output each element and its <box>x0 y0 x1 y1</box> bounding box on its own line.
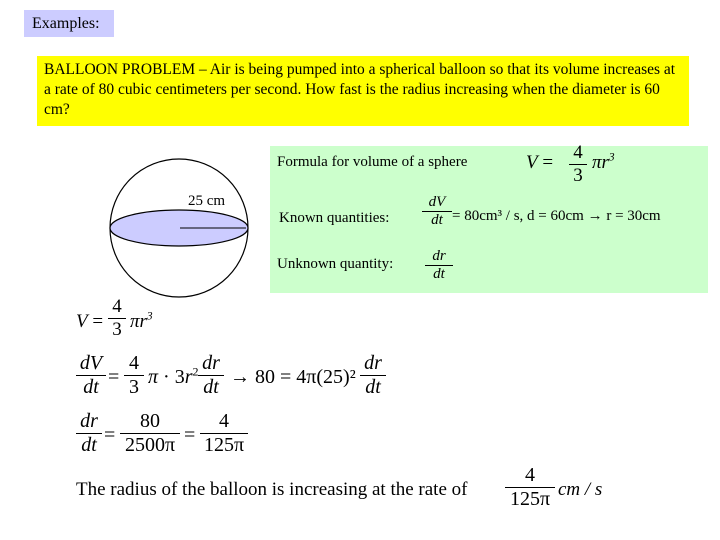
conclusion-num: 4 <box>525 464 535 486</box>
known-quantities-values: = 80cm³ / s, d = 60cm → r = 30cm <box>452 208 661 224</box>
radius-label: 25 cm <box>188 193 226 209</box>
volume-pi-r-cubed: $\pi r^3$ <box>592 151 615 173</box>
step2-four-thirds: 4 3 <box>124 352 144 399</box>
step1-pi-r: $\pi r^3$ <box>130 310 153 332</box>
step3-den2: 125π <box>203 434 245 456</box>
step3-num1: 80 <box>140 410 160 432</box>
examples-heading <box>24 10 114 37</box>
conclusion-fraction <box>505 464 555 511</box>
step2-pi-3r2: $\pi \cdot 3r^2$ <box>148 364 199 388</box>
step3-eq2: = <box>184 424 196 446</box>
known-quantities-label: Known quantities: <box>279 210 390 226</box>
step3-num2: 4 <box>219 410 229 432</box>
step2-drdt-2: dr dt <box>360 352 386 399</box>
dv-dt-fraction: dV dt <box>422 194 452 229</box>
unknown-quantity-label: Unknown quantity: <box>277 256 394 272</box>
conclusion-den: 125π <box>509 488 551 510</box>
step2-eq1: = <box>108 366 120 388</box>
volume-formula-label: Formula for volume of a sphere <box>277 154 468 170</box>
step2-implies: → 80 = 4π(25)² <box>230 366 356 388</box>
step3-eq1: = <box>104 424 116 446</box>
step3-fraction2 <box>200 410 248 457</box>
problem-text: BALLOON PROBLEM – Air is being pumped into a spherical balloon so that its volume increases at a rate of 80 cubic centimeters per second. How fast is the radius increasing when the diameter is 60 cm? <box>44 61 676 118</box>
step1-v: V = <box>76 311 104 332</box>
step3-drdt: dr dt <box>76 410 102 457</box>
dr-dt-fraction: dr dt <box>425 248 453 283</box>
conclusion-unit: cm / s <box>558 479 603 500</box>
volume-formula: V = <box>526 152 554 173</box>
step3-den1: 2500π <box>124 434 176 456</box>
step1-fraction: 4 3 <box>108 296 126 341</box>
sphere-diagram <box>100 140 260 310</box>
conclusion-text: The radius of the balloon is increasing at the rate of <box>76 479 468 500</box>
step2-dvdt: dV dt <box>76 352 106 399</box>
examples-label: Examples: <box>32 15 100 32</box>
step3-fraction1 <box>120 410 180 457</box>
formula-box <box>270 142 708 293</box>
volume-fraction: 4 3 <box>569 142 587 187</box>
problem-statement <box>37 56 689 126</box>
step2-drdt-1: dr dt <box>198 352 224 399</box>
